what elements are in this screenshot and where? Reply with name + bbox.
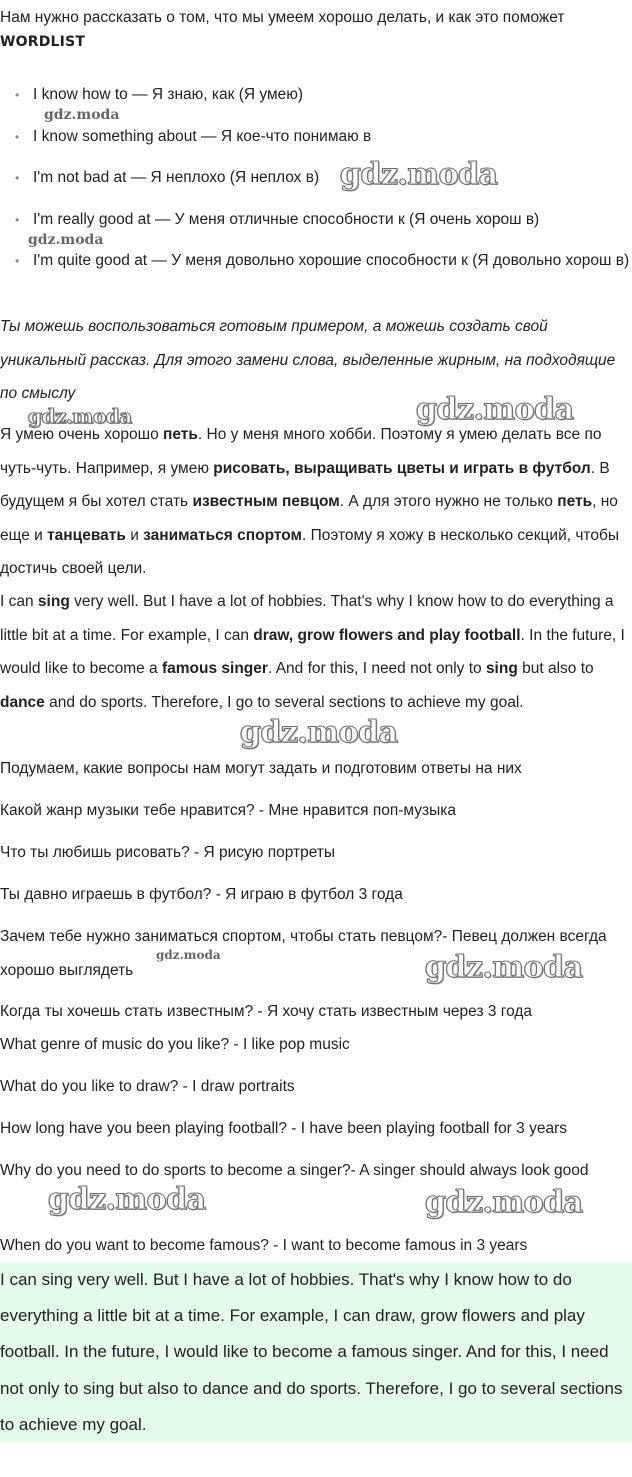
qa-ru-item: Что ты любишь рисовать? - Я рисую портреты <box>0 844 336 861</box>
intro-text: Нам нужно рассказать о том, что мы умеем хорошо делать, и как это поможет <box>0 9 565 26</box>
watermark: gdz.moda <box>240 715 398 750</box>
wordlist-item: • I know something about — Я кое-что понимаю в <box>0 120 632 154</box>
watermark: gdz.moda <box>28 232 104 248</box>
bullet-icon: • <box>15 88 20 102</box>
watermark: gdz.moda <box>28 404 132 428</box>
qa-ru-item: Ты давно играешь в футбол? - Я играю в футбол 3 года <box>0 886 403 903</box>
watermark: gdz.moda <box>44 107 120 123</box>
wordlist-item: • I'm really good at — У меня отличные способности к (Я очень хорош в) <box>0 203 632 237</box>
watermark: gdz.moda <box>425 1185 583 1220</box>
qa-en-item: Why do you need to do sports to become a singer?- A singer should always look good <box>0 1162 589 1179</box>
bullet-icon: • <box>15 254 20 268</box>
watermark: gdz.moda <box>425 950 583 985</box>
qa-en-item: When do you want to become famous? - I want to become famous in 3 years <box>0 1237 528 1254</box>
story-ru: Я умею очень хорошо петь. Но у меня много хобби. Поэтому я умею делать все по чуть-чуть. Например, я умею рисовать, выращивать цветы и играть в футбол. В будущем я бы хотел стать известным певцом. А для этого нужно не только петь, но еще и танцевать и заниматься спортом. Поэтому я хожу в несколько секций, чтобы достичь своей цели. <box>0 426 620 577</box>
bullet-icon: • <box>15 212 20 227</box>
qa-en-item: What do you like to draw? - I draw portraits <box>0 1078 295 1095</box>
bullet-icon: • <box>15 129 20 144</box>
qa-ru-item: Когда ты хочешь стать известным? - Я хочу стать известным через 3 года <box>0 1003 533 1020</box>
wordlist-item: • I'm not bad at — Я неплохо (Я неплох в) <box>0 161 632 195</box>
answer-text: I can sing very well. But I have a lot of hobbies. That's why I know how to do everything a little bit at a time. For example, I can draw, grow flowers and play football. In the future, I would like to become a famous singer. And for this, I need not only to sing but also to dance and do sports. Therefore, I go to several sections to achieve my goal. <box>0 1270 623 1434</box>
wordlist-item: • I know how to — Я знаю, как (Я умею) <box>0 78 632 112</box>
qa-ru-item: Какой жанр музыки тебе нравится? - Мне нравится поп-музыка <box>0 802 457 819</box>
qa-ru-item: Зачем тебе нужно заниматься спортом, чтобы стать певцом?- Певец должен всегда хорошо выглядеть <box>0 928 607 979</box>
wordlist-heading: WORDLIST <box>0 34 86 50</box>
answer-box <box>0 1262 632 1442</box>
questions-intro: Подумаем, какие вопросы нам могут задать и подготовим ответы на них <box>0 760 522 777</box>
watermark: gdz.moda <box>340 157 498 192</box>
intro <box>0 6 632 54</box>
wordlist-item: • I'm quite good at — У меня довольно хорошие способности к (Я довольно хорош в) <box>0 244 632 278</box>
instruction: Ты можешь воспользоваться готовым примером, а можешь создать свой уникальный рассказ. Для этого замени слова, выделенные жирным, на подходящие по смыслу <box>0 318 616 402</box>
bullet-icon: • <box>15 171 20 185</box>
story-en: I can sing very well. But I have a lot of hobbies. That's why I know how to do everything a little bit at a time. For example, I can draw, grow flowers and play football. In the future, I would like to become a famous singer. And for this, I need not only to sing but also to dance and do sports. Therefore, I go to several sections to achieve my goal. <box>0 593 625 711</box>
qa-en-item: What genre of music do you like? - I like pop music <box>0 1036 350 1053</box>
watermark: gdz.moda <box>156 948 221 962</box>
watermark: gdz.moda <box>48 1182 206 1217</box>
watermark: gdz.moda <box>416 392 574 427</box>
qa-en-item: How long have you been playing football? - I have been playing football for 3 years <box>0 1120 567 1137</box>
